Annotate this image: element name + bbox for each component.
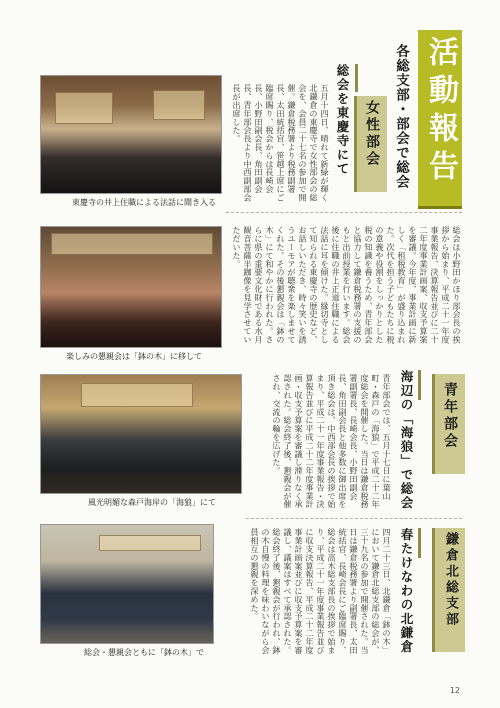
title-banner: [418, 30, 462, 209]
caption-temple-lecture: 東慶寺の井上住職による法話に聞き入る: [72, 198, 216, 207]
page-title: 活動報告: [423, 36, 458, 188]
body-youth: 青年部会では、五月十七日に葉山町・森戸の「海狼」で平成二十二年度総会を開催した。当日は鎌倉税務署副署長、長崎会長、小野田副会長、角田副会長と他多数に御出席を頂き総会は、中西部会長の挨拶で始まり、平成二十一年度事業報告・決算報告並びに平成二十二年度事業計画・収支予算案を審議し滞りなく承認された。総会終了後、懇親会が催され、交流の輪を広げた。: [272, 374, 392, 509]
section-label-womens: 女性部会: [364, 100, 380, 168]
page-subtitle: 各総支部・部会で総会: [393, 44, 409, 189]
headline-womens: 総会を東慶寺にて: [335, 64, 350, 176]
headline-youth: 海辺の「海狼」で総会: [399, 370, 414, 510]
body-kita: 四月二十三日、北鎌倉「鉢の木」において鎌倉北総支部の総会が、三十九名の参加で開催された。当日は鎌倉税務署より副署長、太田統括官、長崎会長にご臨席賜り、総会は高木総支部長の挨拶で始まり、平成二十一年度事業報告並びに収支決算報告、平成二十二年度事業計画案並びに収支予算案を審議し、議案はすべて承認された。総会終了後、懇親会が行われ、鉢の木自慢の料理を味わいながら会員相互の懇親を深めた。: [250, 528, 392, 654]
caption-banquet-hachinoki: 楽しみの懇親会は「鉢の木」に移して: [66, 352, 202, 361]
caption-hachinoki-assembly: 総会・懇親会ともに「鉢の木」で: [84, 648, 204, 657]
section-label-kita: 鎌倉北総支部: [443, 532, 458, 628]
body-womens-1: 五月十四日、晴れて新緑が輝く北鎌倉の東慶寺で女性部会の総会を、会員二十七名の参加で開催。鎌倉税務署より税務副署長、太田統括官、笹越上席にご臨席賜り、税会からは長崎会長、小野田副会長、角田副会長、青年部会長より中西副部会長が出席した。: [232, 84, 330, 202]
page-number: 12: [449, 686, 460, 695]
photo-kairou-meeting: [40, 374, 242, 494]
section-label-box-womens: [354, 96, 387, 192]
headline-kita: 春たけなわの北鎌倉: [399, 528, 414, 654]
caption-kairou-meeting: 風光明媚な森戸海岸の「海狼」にて: [88, 498, 216, 507]
headline-bar: [418, 528, 421, 558]
photo-hachinoki-assembly: [40, 524, 214, 644]
headline-bar: [418, 370, 421, 400]
body-womens-2: 総会は小野田かほり部会長の挨拶から始まり、平成二十一年度事業報告、決算報告並びに二十二年度事業計画案、収支予算案を審議。今年度、事業計画に新しく「租税教育」が盛り込まれた。次代を担う子どもたちに税の意義や役割をしっかりとした税の知識を養うため、青年部会と協力して鎌倉税務署の支援のもと出前授業を行います。総会後に住職の井上正道住職による法話に耳を傾けた。縁切寺として知られる東慶寺の歴史など、お話しいただき、時々笑いを誘うユーモアが聴衆を楽しませてくれた。その後懇親会は「鉢の木」にて和やかに行われた。さらに県の重要文化財である水月観音菩薩半跏像を見学させていただいた。: [232, 226, 462, 344]
divider: [246, 518, 462, 519]
headline-bar: [355, 64, 358, 92]
photo-banquet-hachinoki: [40, 226, 222, 348]
divider: [226, 212, 462, 213]
section-label-box-youth: [432, 374, 465, 474]
photo-temple-lecture: [40, 75, 222, 194]
section-label-box-kita: [432, 528, 465, 652]
section-label-youth: 青年部会: [442, 382, 458, 450]
